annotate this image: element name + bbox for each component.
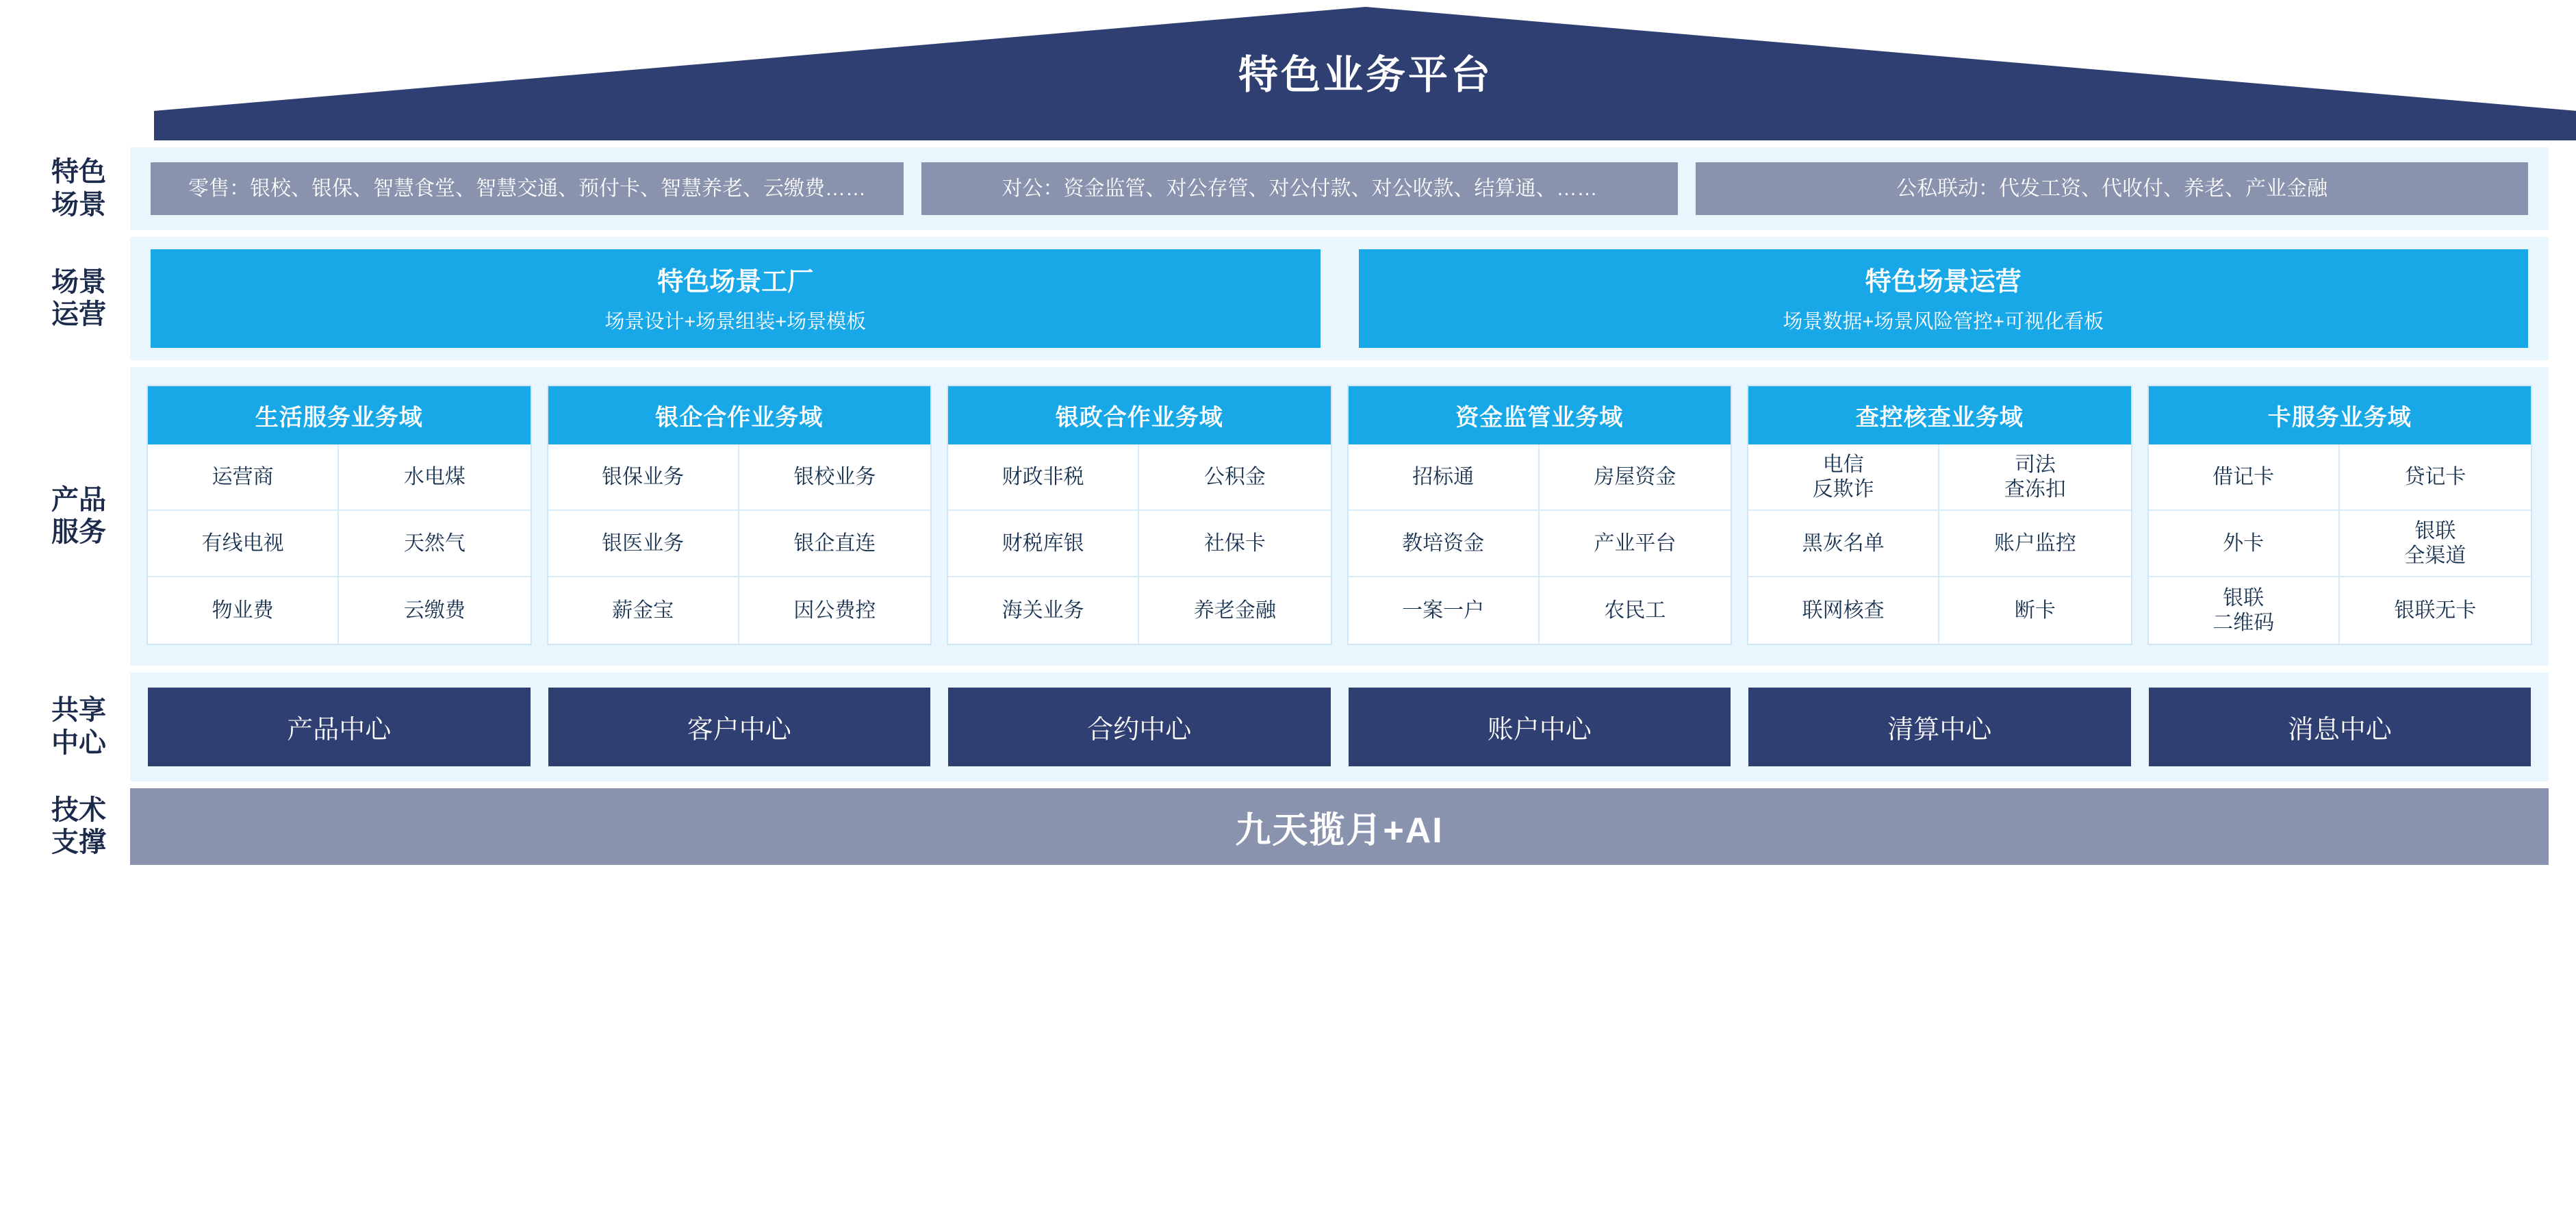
product-item[interactable]: 财政非税 (948, 444, 1139, 511)
product-item[interactable]: 水电煤 (339, 444, 530, 511)
product-item[interactable]: 有线电视 (148, 511, 339, 577)
row-operation (27, 237, 2549, 360)
product-item[interactable]: 银医业务 (548, 511, 739, 577)
product-domain-investigation (1747, 385, 2132, 645)
product-item[interactable]: 一案一户 (1349, 577, 1540, 644)
row-label-tech (27, 788, 130, 865)
product-item[interactable]: 贷记卡 (2340, 444, 2531, 511)
product-item[interactable]: 农民工 (1604, 599, 1666, 622)
product-item[interactable]: 银保业务 (548, 444, 739, 511)
shared-center-account[interactable]: 账户中心 (1349, 688, 1731, 766)
row-label-operation-line1: 场景 (51, 266, 106, 297)
product-item[interactable]: 银联 全渠道 (2340, 511, 2531, 577)
row-label-tech-line1: 技术 (51, 794, 106, 825)
row-body-product (130, 367, 2549, 666)
product-item[interactable]: 银联 二维码 (2149, 577, 2340, 644)
row-label-scenario (27, 147, 130, 230)
row-label-shared (27, 672, 130, 781)
product-item[interactable]: 黑灰名单 (1748, 511, 1939, 577)
product-item[interactable]: 财税库银 (948, 511, 1139, 577)
product-domain-life-service (146, 385, 532, 645)
operation-factory-subtitle: 场景设计+场景组装+场景模板 (604, 311, 867, 333)
tech-support-label: 九天揽月+AI (1235, 810, 1444, 851)
operation-box-operations[interactable] (1359, 249, 2529, 348)
shared-center-message[interactable]: 消息中心 (2149, 688, 2532, 766)
product-domain-title: 银政合作业务域 (948, 386, 1331, 444)
row-label-shared-line2: 中心 (51, 727, 106, 758)
product-domain-title: 查控核查业务域 (1748, 386, 2131, 444)
product-item-grid (1748, 444, 2131, 644)
row-label-operation (27, 237, 130, 360)
row-label-product-line1: 产品 (51, 484, 106, 515)
row-body-tech (130, 788, 2549, 865)
shared-center-customer[interactable]: 客户中心 (548, 688, 931, 766)
product-item[interactable]: 公积金 (1139, 444, 1330, 511)
product-item[interactable]: 薪金宝 (548, 577, 739, 644)
operation-operations-subtitle: 场景数据+场景风险管控+可视化看板 (1783, 311, 2104, 333)
scenario-box-retail[interactable]: 零售：银校、银保、智慧食堂、智慧交通、预付卡、智慧养老、云缴费…… (151, 162, 904, 215)
product-item-grid (548, 444, 931, 644)
page-title: 特色业务平台 (1238, 53, 1493, 97)
operation-box-factory[interactable] (151, 249, 1321, 348)
product-item[interactable]: 银企直连 (739, 511, 930, 577)
row-label-product-line2: 服务 (51, 517, 106, 547)
product-item[interactable]: 外卡 (2149, 511, 2340, 577)
row-label-tech-line2: 支撑 (51, 827, 106, 857)
row-scenario (27, 147, 2549, 230)
product-domain-title: 资金监管业务域 (1349, 386, 1731, 444)
product-item[interactable]: 账户监控 (1939, 511, 2130, 577)
product-domain-card-service (2147, 385, 2533, 645)
row-label-operation-line2: 运营 (51, 299, 106, 329)
product-item[interactable]: 养老金融 (1193, 599, 1276, 622)
product-domain-fund-supervision (1347, 385, 1733, 645)
product-item[interactable]: 社保卡 (1139, 511, 1330, 577)
row-shared-center (27, 672, 2549, 781)
row-body-scenario (130, 147, 2549, 230)
product-item[interactable]: 因公费控 (793, 599, 876, 622)
product-item-grid (148, 444, 531, 644)
row-label-scenario-line1: 特色 (51, 157, 106, 188)
row-body-operation (130, 237, 2549, 360)
product-item-grid (1349, 444, 1731, 644)
row-label-product (27, 367, 130, 666)
product-item[interactable]: 招标通 (1349, 444, 1540, 511)
product-item[interactable]: 产业平台 (1540, 511, 1731, 577)
product-domain-title: 生活服务业务域 (148, 386, 531, 444)
product-domain-bank-enterprise (547, 385, 932, 645)
product-item[interactable]: 借记卡 (2149, 444, 2340, 511)
scenario-box-corporate[interactable]: 对公：资金监管、对公存管、对公付款、对公收款、结算通、…… (921, 162, 1678, 215)
product-item[interactable]: 运营商 (148, 444, 339, 511)
shared-center-product[interactable]: 产品中心 (148, 688, 531, 766)
shared-center-contract[interactable]: 合约中心 (948, 688, 1331, 766)
row-tech-support (27, 788, 2549, 865)
product-domain-title: 卡服务业务域 (2149, 386, 2532, 444)
product-item-grid (948, 444, 1331, 644)
product-item[interactable]: 天然气 (339, 511, 530, 577)
product-item-grid (2149, 444, 2532, 644)
product-item[interactable]: 断卡 (2014, 599, 2056, 622)
product-item[interactable]: 司法 查冻扣 (1939, 444, 2130, 511)
product-item[interactable]: 联网核查 (1748, 577, 1939, 644)
row-product (27, 367, 2549, 666)
scenario-box-joint[interactable]: 公私联动：代发工资、代收付、养老、产业金融 (1696, 162, 2528, 215)
shared-center-settlement[interactable]: 清算中心 (1748, 688, 2131, 766)
product-item[interactable]: 海关业务 (948, 577, 1139, 644)
platform-roof (154, 7, 2576, 140)
row-body-shared (130, 672, 2549, 781)
product-item[interactable]: 房屋资金 (1540, 444, 1731, 511)
operation-factory-title: 特色场景工厂 (657, 268, 814, 297)
product-item[interactable]: 银联无卡 (2394, 599, 2477, 622)
product-domain-title: 银企合作业务域 (548, 386, 931, 444)
operation-operations-title: 特色场景运营 (1865, 268, 2022, 297)
row-label-shared-line1: 共享 (51, 695, 106, 726)
product-item[interactable]: 电信 反欺诈 (1748, 444, 1939, 511)
product-item[interactable]: 银校业务 (739, 444, 930, 511)
product-item[interactable]: 教培资金 (1349, 511, 1540, 577)
product-domain-bank-government (947, 385, 1332, 645)
product-item[interactable]: 物业费 (148, 577, 339, 644)
product-item[interactable]: 云缴费 (403, 599, 466, 622)
row-label-scenario-line2: 场景 (51, 189, 106, 220)
